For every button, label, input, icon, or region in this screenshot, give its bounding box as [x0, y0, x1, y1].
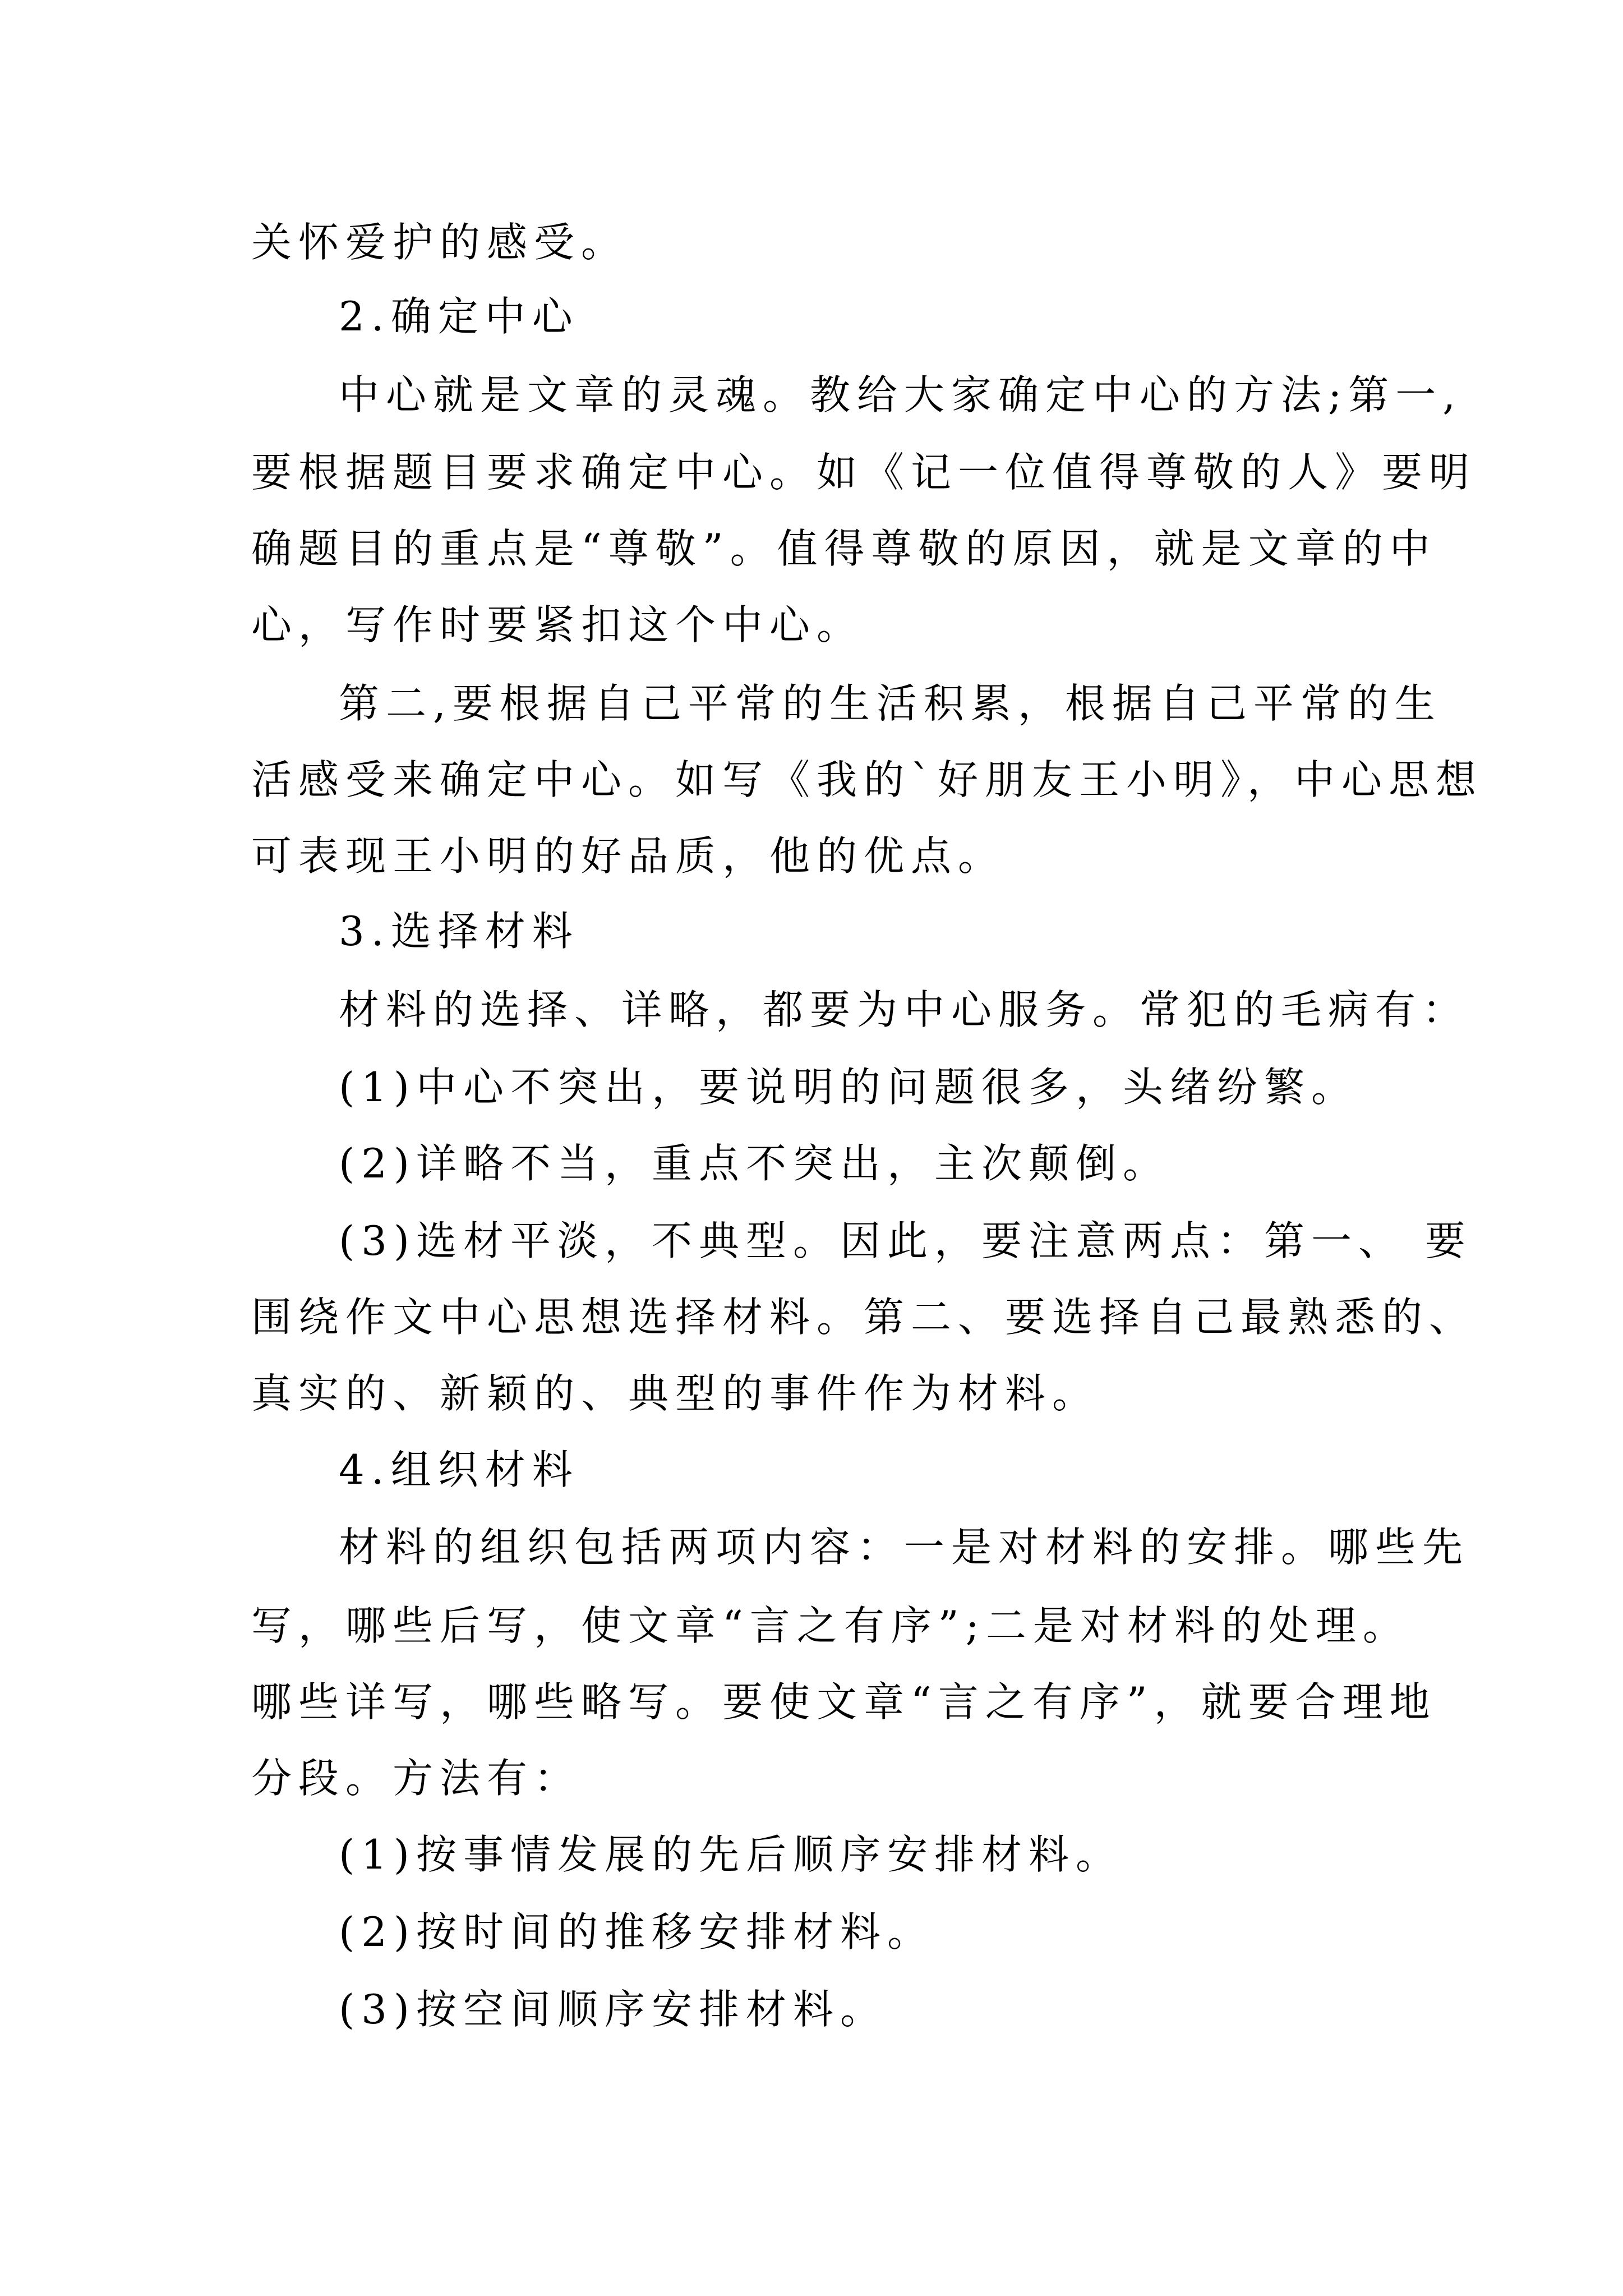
section-heading: 2.确定中心	[339, 293, 579, 340]
section-heading: 3.选择材料	[339, 908, 579, 955]
list-item: (2)详略不当，重点不突出，主次颠倒。	[339, 1140, 1170, 1187]
text-line: 真实的、新颖的、典型的事件作为材料。	[251, 1370, 1100, 1417]
text-line: 关怀爱护的感受。	[251, 219, 629, 266]
section-heading: 4.组织材料	[339, 1446, 579, 1493]
list-item: (1)按事情发展的先后顺序安排材料。	[339, 1831, 1123, 1878]
text-line: 材料的组织包括两项内容：一是对材料的安排。哪些先	[339, 1524, 1470, 1571]
text-line: 心，写作时要紧扣这个中心。	[251, 601, 864, 648]
list-item: (2)按时间的推移安排材料。	[339, 1908, 934, 1955]
text-line: 确题目的重点是“尊敬”。值得尊敬的原因，就是文章的中	[251, 525, 1437, 572]
text-line: 可表现王小明的好品质，他的优点。	[251, 832, 1006, 880]
text-line: 中心就是文章的灵魂。教给大家确定中心的方法;第一,	[339, 371, 1463, 418]
text-line: 分段。方法有：	[251, 1755, 582, 1802]
list-item: (1)中心不突出，要说明的问题很多，头绪纷繁。	[339, 1064, 1358, 1111]
text-line: 围绕作文中心思想选择材料。第二、要选择自己最熟悉的、	[251, 1294, 1477, 1341]
list-item: (3)按空间顺序安排材料。	[339, 1986, 887, 2033]
text-line: 材料的选择、详略，都要为中心服务。常犯的毛病有：	[339, 986, 1470, 1033]
text-line: 第二,要根据自己平常的生活积累，根据自己平常的生	[339, 680, 1442, 727]
text-line: 写，哪些后写，使文章“言之有序”;二是对材料的处理。	[251, 1602, 1410, 1649]
text-line: 要根据题目要求确定中心。如《记一位值得尊敬的人》要明	[251, 449, 1477, 496]
text-line: 哪些详写，哪些略写。要使文章“言之有序”，就要合理地	[251, 1678, 1437, 1726]
text-line: 活感受来确定中心。如写《我的`好朋友王小明》，中心思想	[251, 756, 1483, 803]
list-item: (3)选材平淡，不典型。因此，要注意两点：第一、 要	[339, 1217, 1472, 1264]
